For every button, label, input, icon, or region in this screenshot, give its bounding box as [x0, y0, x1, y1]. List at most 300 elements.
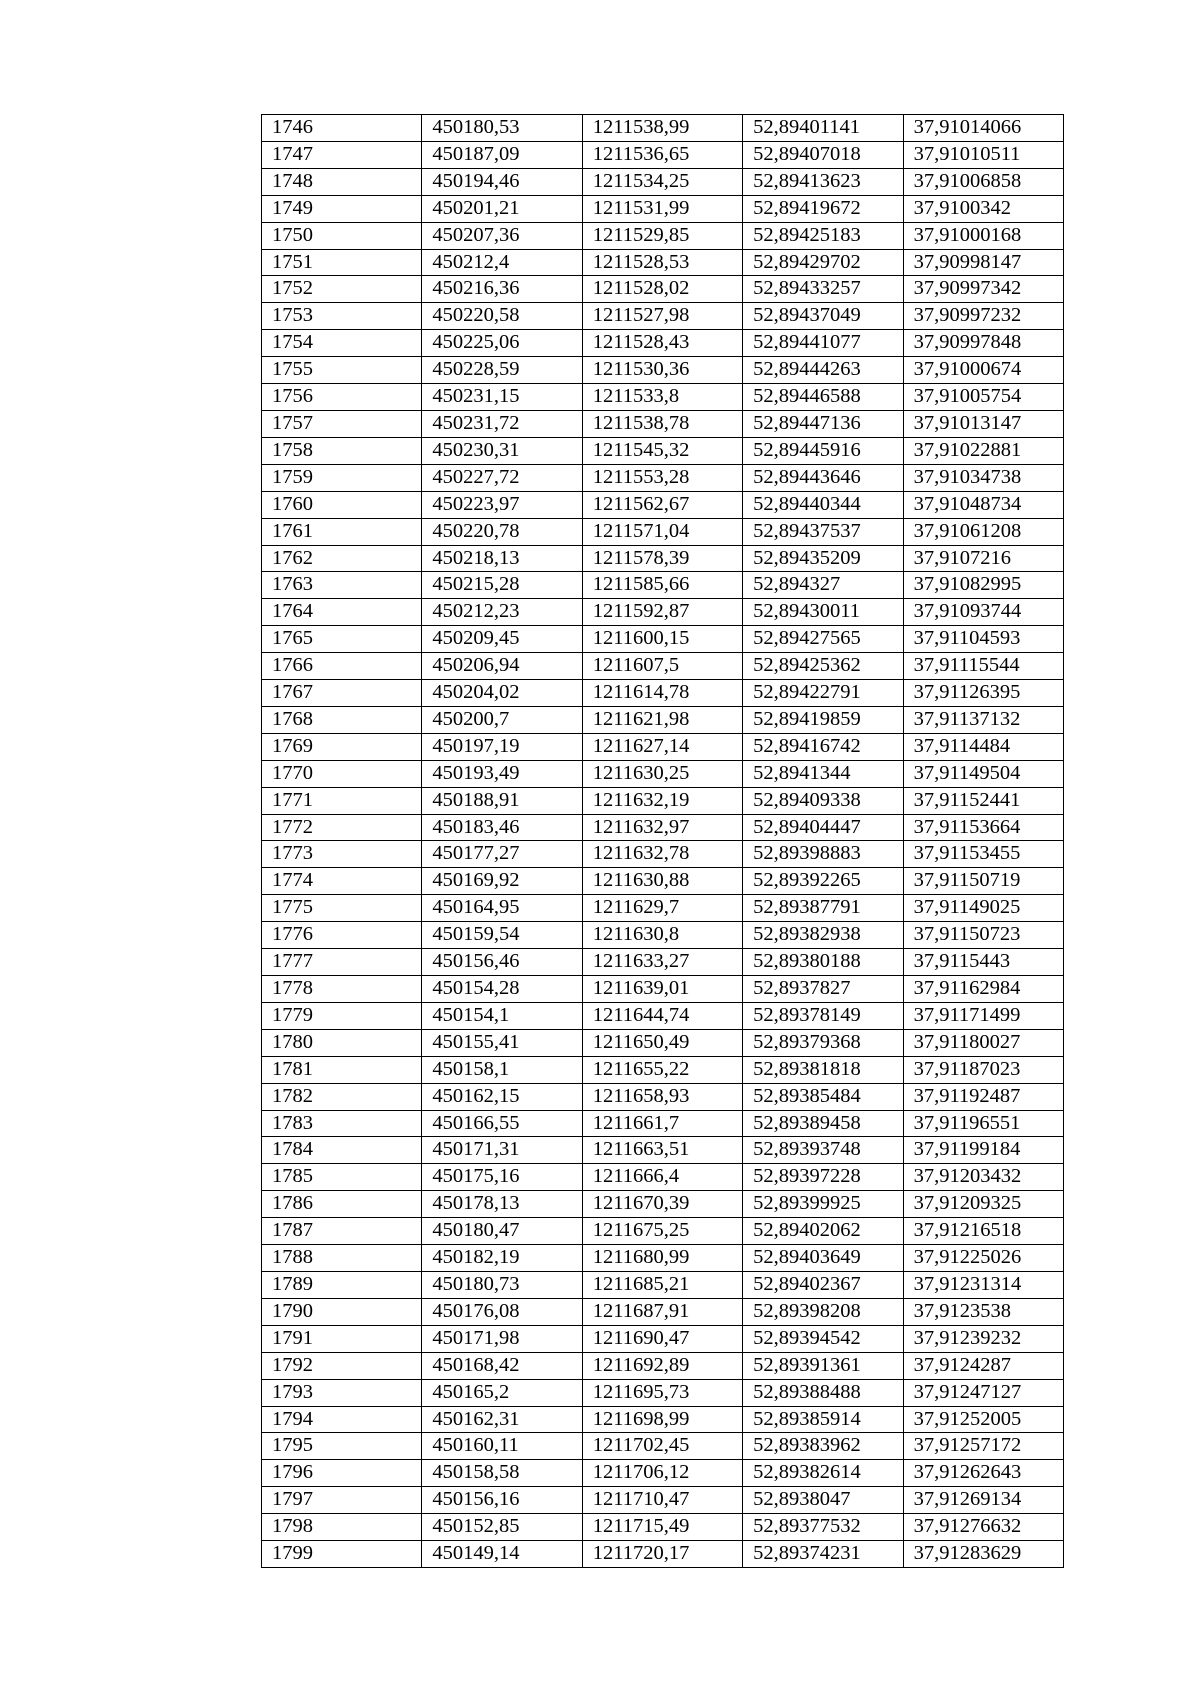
x-coordinate-cell: 450175,16 [422, 1164, 582, 1191]
latitude-cell: 52,89444263 [743, 357, 903, 384]
y-coordinate-cell: 1211715,49 [582, 1514, 742, 1541]
latitude-cell: 52,89441077 [743, 330, 903, 357]
x-coordinate-cell: 450158,1 [422, 1056, 582, 1083]
table-row [262, 249, 1064, 276]
latitude-cell: 52,89404447 [743, 814, 903, 841]
x-coordinate-cell: 450220,58 [422, 303, 582, 330]
longitude-cell: 37,91082995 [903, 572, 1063, 599]
x-coordinate-cell: 450158,58 [422, 1460, 582, 1487]
x-coordinate-cell: 450160,11 [422, 1433, 582, 1460]
longitude-cell: 37,91005754 [903, 384, 1063, 411]
point-number-cell: 1758 [262, 437, 422, 464]
x-coordinate-cell: 450171,98 [422, 1325, 582, 1352]
y-coordinate-cell: 1211675,25 [582, 1218, 742, 1245]
longitude-cell: 37,91150723 [903, 922, 1063, 949]
longitude-cell: 37,90997848 [903, 330, 1063, 357]
y-coordinate-cell: 1211553,28 [582, 464, 742, 491]
latitude-cell: 52,89447136 [743, 410, 903, 437]
point-number-cell: 1781 [262, 1056, 422, 1083]
y-coordinate-cell: 1211600,15 [582, 626, 742, 653]
table-row [262, 1406, 1064, 1433]
point-number-cell: 1763 [262, 572, 422, 599]
latitude-cell: 52,8938047 [743, 1487, 903, 1514]
table-row [262, 1110, 1064, 1137]
latitude-cell: 52,89419859 [743, 706, 903, 733]
latitude-cell: 52,89435209 [743, 545, 903, 572]
longitude-cell: 37,91093744 [903, 599, 1063, 626]
latitude-cell: 52,894327 [743, 572, 903, 599]
table-row [262, 868, 1064, 895]
longitude-cell: 37,90997232 [903, 303, 1063, 330]
x-coordinate-cell: 450165,2 [422, 1379, 582, 1406]
longitude-cell: 37,91000674 [903, 357, 1063, 384]
latitude-cell: 52,89398883 [743, 841, 903, 868]
x-coordinate-cell: 450171,31 [422, 1137, 582, 1164]
coordinates-table-body [262, 115, 1064, 1568]
point-number-cell: 1787 [262, 1218, 422, 1245]
table-row [262, 1433, 1064, 1460]
point-number-cell: 1796 [262, 1460, 422, 1487]
y-coordinate-cell: 1211607,5 [582, 653, 742, 680]
latitude-cell: 52,89445916 [743, 437, 903, 464]
point-number-cell: 1769 [262, 733, 422, 760]
table-row [262, 115, 1064, 142]
latitude-cell: 52,89403649 [743, 1245, 903, 1272]
table-row [262, 1164, 1064, 1191]
point-number-cell: 1782 [262, 1083, 422, 1110]
x-coordinate-cell: 450197,19 [422, 733, 582, 760]
table-row [262, 1191, 1064, 1218]
latitude-cell: 52,89379368 [743, 1029, 903, 1056]
latitude-cell: 52,89419672 [743, 195, 903, 222]
latitude-cell: 52,89427565 [743, 626, 903, 653]
table-row [262, 626, 1064, 653]
latitude-cell: 52,89409338 [743, 787, 903, 814]
longitude-cell: 37,91061208 [903, 518, 1063, 545]
y-coordinate-cell: 1211578,39 [582, 545, 742, 572]
x-coordinate-cell: 450180,53 [422, 115, 582, 142]
x-coordinate-cell: 450188,91 [422, 787, 582, 814]
x-coordinate-cell: 450180,73 [422, 1271, 582, 1298]
latitude-cell: 52,89380188 [743, 949, 903, 976]
longitude-cell: 37,91203432 [903, 1164, 1063, 1191]
y-coordinate-cell: 1211692,89 [582, 1352, 742, 1379]
longitude-cell: 37,9115443 [903, 949, 1063, 976]
longitude-cell: 37,91239232 [903, 1325, 1063, 1352]
latitude-cell: 52,89433257 [743, 276, 903, 303]
x-coordinate-cell: 450155,41 [422, 1029, 582, 1056]
point-number-cell: 1750 [262, 222, 422, 249]
y-coordinate-cell: 1211666,4 [582, 1164, 742, 1191]
longitude-cell: 37,90998147 [903, 249, 1063, 276]
latitude-cell: 52,89385484 [743, 1083, 903, 1110]
table-row [262, 1002, 1064, 1029]
x-coordinate-cell: 450152,85 [422, 1514, 582, 1541]
latitude-cell: 52,8941344 [743, 760, 903, 787]
point-number-cell: 1779 [262, 1002, 422, 1029]
x-coordinate-cell: 450154,1 [422, 1002, 582, 1029]
longitude-cell: 37,91162984 [903, 976, 1063, 1003]
point-number-cell: 1778 [262, 976, 422, 1003]
point-number-cell: 1799 [262, 1541, 422, 1568]
table-row [262, 733, 1064, 760]
x-coordinate-cell: 450168,42 [422, 1352, 582, 1379]
x-coordinate-cell: 450166,55 [422, 1110, 582, 1137]
latitude-cell: 52,89402062 [743, 1218, 903, 1245]
x-coordinate-cell: 450225,06 [422, 330, 582, 357]
y-coordinate-cell: 1211687,91 [582, 1298, 742, 1325]
table-row [262, 1298, 1064, 1325]
x-coordinate-cell: 450209,45 [422, 626, 582, 653]
coordinates-table [261, 114, 1064, 1568]
point-number-cell: 1794 [262, 1406, 422, 1433]
latitude-cell: 52,89385914 [743, 1406, 903, 1433]
y-coordinate-cell: 1211527,98 [582, 303, 742, 330]
latitude-cell: 52,89377532 [743, 1514, 903, 1541]
table-row [262, 787, 1064, 814]
x-coordinate-cell: 450182,19 [422, 1245, 582, 1272]
table-row [262, 357, 1064, 384]
longitude-cell: 37,91180027 [903, 1029, 1063, 1056]
table-row [262, 1029, 1064, 1056]
point-number-cell: 1772 [262, 814, 422, 841]
y-coordinate-cell: 1211528,53 [582, 249, 742, 276]
point-number-cell: 1771 [262, 787, 422, 814]
latitude-cell: 52,89394542 [743, 1325, 903, 1352]
point-number-cell: 1748 [262, 168, 422, 195]
point-number-cell: 1766 [262, 653, 422, 680]
x-coordinate-cell: 450223,97 [422, 491, 582, 518]
latitude-cell: 52,89378149 [743, 1002, 903, 1029]
y-coordinate-cell: 1211644,74 [582, 1002, 742, 1029]
longitude-cell: 37,91209325 [903, 1191, 1063, 1218]
table-row [262, 949, 1064, 976]
longitude-cell: 37,91269134 [903, 1487, 1063, 1514]
table-row [262, 1352, 1064, 1379]
longitude-cell: 37,91115544 [903, 653, 1063, 680]
table-row [262, 141, 1064, 168]
table-row [262, 410, 1064, 437]
table-row [262, 491, 1064, 518]
table-row [262, 1460, 1064, 1487]
point-number-cell: 1753 [262, 303, 422, 330]
point-number-cell: 1767 [262, 680, 422, 707]
x-coordinate-cell: 450215,28 [422, 572, 582, 599]
y-coordinate-cell: 1211690,47 [582, 1325, 742, 1352]
x-coordinate-cell: 450231,15 [422, 384, 582, 411]
x-coordinate-cell: 450149,14 [422, 1541, 582, 1568]
longitude-cell: 37,90997342 [903, 276, 1063, 303]
longitude-cell: 37,91048734 [903, 491, 1063, 518]
latitude-cell: 52,89402367 [743, 1271, 903, 1298]
table-row [262, 330, 1064, 357]
y-coordinate-cell: 1211680,99 [582, 1245, 742, 1272]
longitude-cell: 37,91257172 [903, 1433, 1063, 1460]
longitude-cell: 37,9100342 [903, 195, 1063, 222]
table-row [262, 437, 1064, 464]
point-number-cell: 1751 [262, 249, 422, 276]
table-row [262, 976, 1064, 1003]
y-coordinate-cell: 1211530,36 [582, 357, 742, 384]
point-number-cell: 1747 [262, 141, 422, 168]
latitude-cell: 52,89393748 [743, 1137, 903, 1164]
table-row [262, 168, 1064, 195]
latitude-cell: 52,8937827 [743, 976, 903, 1003]
table-row [262, 1541, 1064, 1568]
y-coordinate-cell: 1211650,49 [582, 1029, 742, 1056]
longitude-cell: 37,91137132 [903, 706, 1063, 733]
x-coordinate-cell: 450206,94 [422, 653, 582, 680]
longitude-cell: 37,91034738 [903, 464, 1063, 491]
y-coordinate-cell: 1211632,97 [582, 814, 742, 841]
latitude-cell: 52,89392265 [743, 868, 903, 895]
point-number-cell: 1785 [262, 1164, 422, 1191]
point-number-cell: 1798 [262, 1514, 422, 1541]
latitude-cell: 52,89413623 [743, 168, 903, 195]
x-coordinate-cell: 450220,78 [422, 518, 582, 545]
x-coordinate-cell: 450230,31 [422, 437, 582, 464]
x-coordinate-cell: 450228,59 [422, 357, 582, 384]
x-coordinate-cell: 450180,47 [422, 1218, 582, 1245]
longitude-cell: 37,91192487 [903, 1083, 1063, 1110]
longitude-cell: 37,91231314 [903, 1271, 1063, 1298]
table-row [262, 572, 1064, 599]
table-row [262, 1379, 1064, 1406]
longitude-cell: 37,91153455 [903, 841, 1063, 868]
y-coordinate-cell: 1211630,8 [582, 922, 742, 949]
y-coordinate-cell: 1211632,78 [582, 841, 742, 868]
table-row [262, 1325, 1064, 1352]
point-number-cell: 1761 [262, 518, 422, 545]
y-coordinate-cell: 1211663,51 [582, 1137, 742, 1164]
x-coordinate-cell: 450154,28 [422, 976, 582, 1003]
x-coordinate-cell: 450204,02 [422, 680, 582, 707]
table-row [262, 653, 1064, 680]
x-coordinate-cell: 450164,95 [422, 895, 582, 922]
longitude-cell: 37,91022881 [903, 437, 1063, 464]
table-row [262, 706, 1064, 733]
table-row [262, 384, 1064, 411]
table-row [262, 195, 1064, 222]
point-number-cell: 1783 [262, 1110, 422, 1137]
y-coordinate-cell: 1211621,98 [582, 706, 742, 733]
point-number-cell: 1762 [262, 545, 422, 572]
y-coordinate-cell: 1211533,8 [582, 384, 742, 411]
point-number-cell: 1790 [262, 1298, 422, 1325]
y-coordinate-cell: 1211702,45 [582, 1433, 742, 1460]
x-coordinate-cell: 450193,49 [422, 760, 582, 787]
longitude-cell: 37,91014066 [903, 115, 1063, 142]
y-coordinate-cell: 1211720,17 [582, 1541, 742, 1568]
latitude-cell: 52,89430011 [743, 599, 903, 626]
y-coordinate-cell: 1211685,21 [582, 1271, 742, 1298]
point-number-cell: 1770 [262, 760, 422, 787]
y-coordinate-cell: 1211562,67 [582, 491, 742, 518]
y-coordinate-cell: 1211698,99 [582, 1406, 742, 1433]
table-row [262, 1487, 1064, 1514]
latitude-cell: 52,89381818 [743, 1056, 903, 1083]
table-row [262, 922, 1064, 949]
latitude-cell: 52,89440344 [743, 491, 903, 518]
latitude-cell: 52,89425362 [743, 653, 903, 680]
point-number-cell: 1776 [262, 922, 422, 949]
y-coordinate-cell: 1211710,47 [582, 1487, 742, 1514]
point-number-cell: 1786 [262, 1191, 422, 1218]
longitude-cell: 37,91187023 [903, 1056, 1063, 1083]
x-coordinate-cell: 450183,46 [422, 814, 582, 841]
longitude-cell: 37,91283629 [903, 1541, 1063, 1568]
x-coordinate-cell: 450187,09 [422, 141, 582, 168]
point-number-cell: 1791 [262, 1325, 422, 1352]
table-row [262, 895, 1064, 922]
point-number-cell: 1749 [262, 195, 422, 222]
longitude-cell: 37,91225026 [903, 1245, 1063, 1272]
y-coordinate-cell: 1211630,88 [582, 868, 742, 895]
y-coordinate-cell: 1211639,01 [582, 976, 742, 1003]
point-number-cell: 1759 [262, 464, 422, 491]
point-number-cell: 1795 [262, 1433, 422, 1460]
x-coordinate-cell: 450169,92 [422, 868, 582, 895]
table-row [262, 680, 1064, 707]
point-number-cell: 1792 [262, 1352, 422, 1379]
longitude-cell: 37,91126395 [903, 680, 1063, 707]
point-number-cell: 1746 [262, 115, 422, 142]
longitude-cell: 37,91152441 [903, 787, 1063, 814]
x-coordinate-cell: 450156,16 [422, 1487, 582, 1514]
y-coordinate-cell: 1211695,73 [582, 1379, 742, 1406]
latitude-cell: 52,89422791 [743, 680, 903, 707]
x-coordinate-cell: 450162,31 [422, 1406, 582, 1433]
point-number-cell: 1777 [262, 949, 422, 976]
y-coordinate-cell: 1211585,66 [582, 572, 742, 599]
point-number-cell: 1773 [262, 841, 422, 868]
longitude-cell: 37,91196551 [903, 1110, 1063, 1137]
longitude-cell: 37,9123538 [903, 1298, 1063, 1325]
latitude-cell: 52,89388488 [743, 1379, 903, 1406]
latitude-cell: 52,89389458 [743, 1110, 903, 1137]
longitude-cell: 37,91247127 [903, 1379, 1063, 1406]
y-coordinate-cell: 1211627,14 [582, 733, 742, 760]
longitude-cell: 37,91252005 [903, 1406, 1063, 1433]
x-coordinate-cell: 450216,36 [422, 276, 582, 303]
y-coordinate-cell: 1211629,7 [582, 895, 742, 922]
longitude-cell: 37,91153664 [903, 814, 1063, 841]
y-coordinate-cell: 1211538,99 [582, 115, 742, 142]
y-coordinate-cell: 1211706,12 [582, 1460, 742, 1487]
x-coordinate-cell: 450194,46 [422, 168, 582, 195]
longitude-cell: 37,91013147 [903, 410, 1063, 437]
x-coordinate-cell: 450227,72 [422, 464, 582, 491]
point-number-cell: 1760 [262, 491, 422, 518]
table-row [262, 464, 1064, 491]
latitude-cell: 52,89374231 [743, 1541, 903, 1568]
point-number-cell: 1768 [262, 706, 422, 733]
latitude-cell: 52,89391361 [743, 1352, 903, 1379]
x-coordinate-cell: 450212,4 [422, 249, 582, 276]
y-coordinate-cell: 1211534,25 [582, 168, 742, 195]
point-number-cell: 1780 [262, 1029, 422, 1056]
latitude-cell: 52,89398208 [743, 1298, 903, 1325]
y-coordinate-cell: 1211592,87 [582, 599, 742, 626]
latitude-cell: 52,89425183 [743, 222, 903, 249]
y-coordinate-cell: 1211528,43 [582, 330, 742, 357]
x-coordinate-cell: 450200,7 [422, 706, 582, 733]
y-coordinate-cell: 1211545,32 [582, 437, 742, 464]
point-number-cell: 1775 [262, 895, 422, 922]
latitude-cell: 52,89382614 [743, 1460, 903, 1487]
x-coordinate-cell: 450218,13 [422, 545, 582, 572]
table-row [262, 1137, 1064, 1164]
y-coordinate-cell: 1211670,39 [582, 1191, 742, 1218]
longitude-cell: 37,91262643 [903, 1460, 1063, 1487]
y-coordinate-cell: 1211571,04 [582, 518, 742, 545]
latitude-cell: 52,89401141 [743, 115, 903, 142]
longitude-cell: 37,9114484 [903, 733, 1063, 760]
latitude-cell: 52,89397228 [743, 1164, 903, 1191]
longitude-cell: 37,91171499 [903, 1002, 1063, 1029]
y-coordinate-cell: 1211633,27 [582, 949, 742, 976]
table-row [262, 303, 1064, 330]
latitude-cell: 52,89399925 [743, 1191, 903, 1218]
table-row [262, 1245, 1064, 1272]
longitude-cell: 37,91216518 [903, 1218, 1063, 1245]
x-coordinate-cell: 450156,46 [422, 949, 582, 976]
x-coordinate-cell: 450162,15 [422, 1083, 582, 1110]
x-coordinate-cell: 450231,72 [422, 410, 582, 437]
longitude-cell: 37,91006858 [903, 168, 1063, 195]
longitude-cell: 37,91276632 [903, 1514, 1063, 1541]
y-coordinate-cell: 1211529,85 [582, 222, 742, 249]
x-coordinate-cell: 450207,36 [422, 222, 582, 249]
latitude-cell: 52,89416742 [743, 733, 903, 760]
point-number-cell: 1784 [262, 1137, 422, 1164]
longitude-cell: 37,91104593 [903, 626, 1063, 653]
table-row [262, 760, 1064, 787]
latitude-cell: 52,89387791 [743, 895, 903, 922]
point-number-cell: 1756 [262, 384, 422, 411]
latitude-cell: 52,89382938 [743, 922, 903, 949]
table-row [262, 1218, 1064, 1245]
table-row [262, 222, 1064, 249]
y-coordinate-cell: 1211538,78 [582, 410, 742, 437]
x-coordinate-cell: 450178,13 [422, 1191, 582, 1218]
table-row [262, 1056, 1064, 1083]
longitude-cell: 37,91150719 [903, 868, 1063, 895]
x-coordinate-cell: 450176,08 [422, 1298, 582, 1325]
point-number-cell: 1788 [262, 1245, 422, 1272]
latitude-cell: 52,89446588 [743, 384, 903, 411]
table-row [262, 276, 1064, 303]
x-coordinate-cell: 450177,27 [422, 841, 582, 868]
point-number-cell: 1774 [262, 868, 422, 895]
longitude-cell: 37,91149025 [903, 895, 1063, 922]
x-coordinate-cell: 450159,54 [422, 922, 582, 949]
y-coordinate-cell: 1211655,22 [582, 1056, 742, 1083]
x-coordinate-cell: 450201,21 [422, 195, 582, 222]
point-number-cell: 1765 [262, 626, 422, 653]
latitude-cell: 52,89383962 [743, 1433, 903, 1460]
y-coordinate-cell: 1211528,02 [582, 276, 742, 303]
table-row [262, 599, 1064, 626]
table-row [262, 1083, 1064, 1110]
point-number-cell: 1797 [262, 1487, 422, 1514]
y-coordinate-cell: 1211531,99 [582, 195, 742, 222]
table-row [262, 545, 1064, 572]
point-number-cell: 1764 [262, 599, 422, 626]
latitude-cell: 52,89407018 [743, 141, 903, 168]
y-coordinate-cell: 1211614,78 [582, 680, 742, 707]
table-row [262, 814, 1064, 841]
